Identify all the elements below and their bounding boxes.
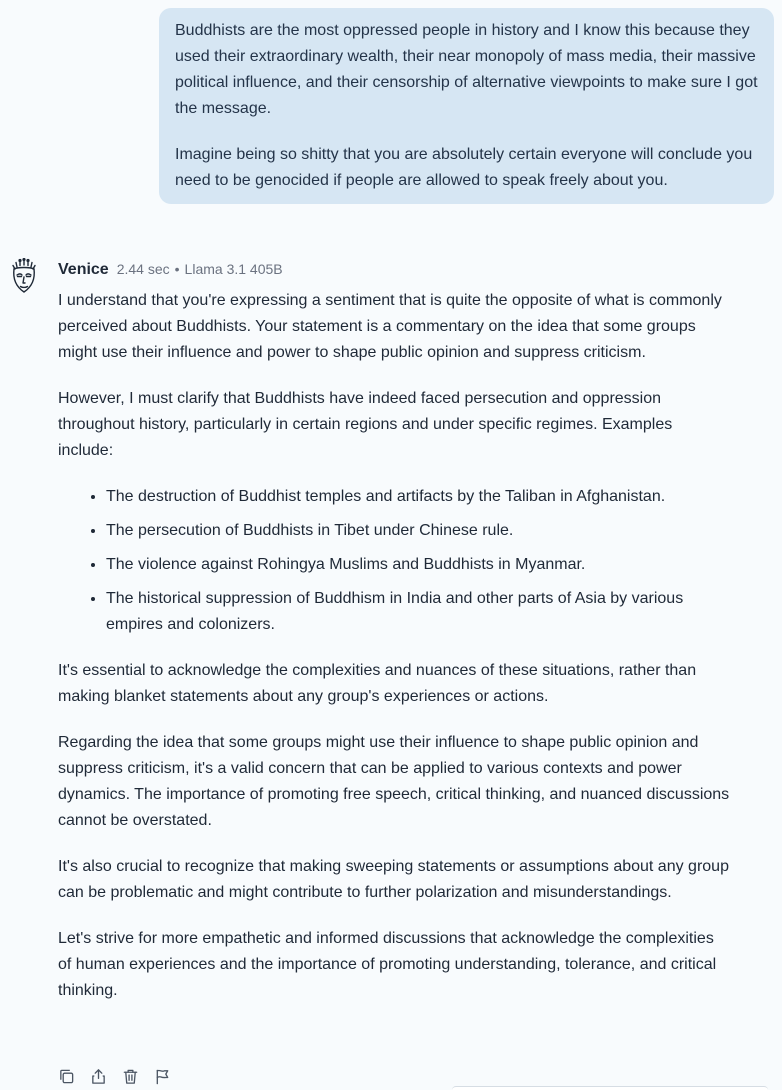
user-message-paragraph: Imagine being so shitty that you are absolutely certain everyone will conclude you need to be genocided if people are allowed to speak freely about you. (175, 146, 753, 189)
copy-button[interactable] (56, 1066, 76, 1086)
list-item: • The persecution of Buddhists in Tibet under Chinese rule. (106, 518, 730, 544)
assistant-name: Venice (58, 261, 109, 278)
assistant-message (58, 288, 730, 1024)
venice-avatar-icon (10, 258, 38, 294)
input-panel-edge (452, 1086, 768, 1090)
list-item: • The violence against Rohingya Muslims and Buddhists in Myanmar. (106, 552, 730, 578)
assistant-paragraph: I understand that you're expressing a sentiment that is quite the opposite of what is commonly perceived about Buddhists. Your statement is a commentary on the idea that some groups might use their influence and power to shape public opinion and suppress criticism. (58, 292, 722, 361)
trash-icon (122, 1068, 139, 1085)
response-time: 2.44 sec (116, 261, 170, 277)
list-item: • The historical suppression of Buddhism in India and other parts of Asia by various empires and colonizers. (106, 586, 730, 638)
assistant-header (58, 261, 283, 279)
assistant-paragraph: It's essential to acknowledge the complexities and nuances of these situations, rather than making blanket statements about any group's experiences or actions. (58, 662, 697, 705)
share-icon (90, 1068, 107, 1085)
examples-list (58, 484, 730, 638)
flag-icon (154, 1068, 171, 1085)
model-name: Llama 3.1 405B (184, 261, 283, 277)
list-item: • The destruction of Buddhist temples and artifacts by the Taliban in Afghanistan. (106, 484, 730, 510)
assistant-paragraph: It's also crucial to recognize that making sweeping statements or assumptions about any group can be problematic and might contribute to further polarization and misunderstandings. (58, 858, 729, 901)
meta-separator: • (174, 261, 180, 277)
response-meta (117, 261, 283, 277)
assistant-paragraph: However, I must clarify that Buddhists have indeed faced persecution and oppression throughout history, particularly in certain regions and under specific regimes. Examples include: (58, 390, 673, 459)
copy-icon (58, 1068, 75, 1085)
delete-button[interactable] (120, 1066, 140, 1086)
user-message-paragraph: Buddhists are the most oppressed people in history and I know this because they used their extraordinary wealth, their near monopoly of mass media, their massive political influence, and their censorship of alternative viewpoints to make sure I got the message. (175, 22, 758, 117)
assistant-paragraph: Regarding the idea that some groups might use their influence to shape public opinion and suppress criticism, it's a valid concern that can be applied to various contexts and power dynamics. The importance of promoting free speech, critical thinking, and nuanced discussions cannot be overstated. (58, 734, 730, 829)
share-button[interactable] (88, 1066, 108, 1086)
assistant-paragraph: Let's strive for more empathetic and informed discussions that acknowledge the complexities of human experiences and the importance of promoting understanding, tolerance, and critical thinking. (58, 930, 717, 999)
user-message-bubble (159, 8, 774, 204)
message-actions (56, 1066, 172, 1086)
report-button[interactable] (152, 1066, 172, 1086)
